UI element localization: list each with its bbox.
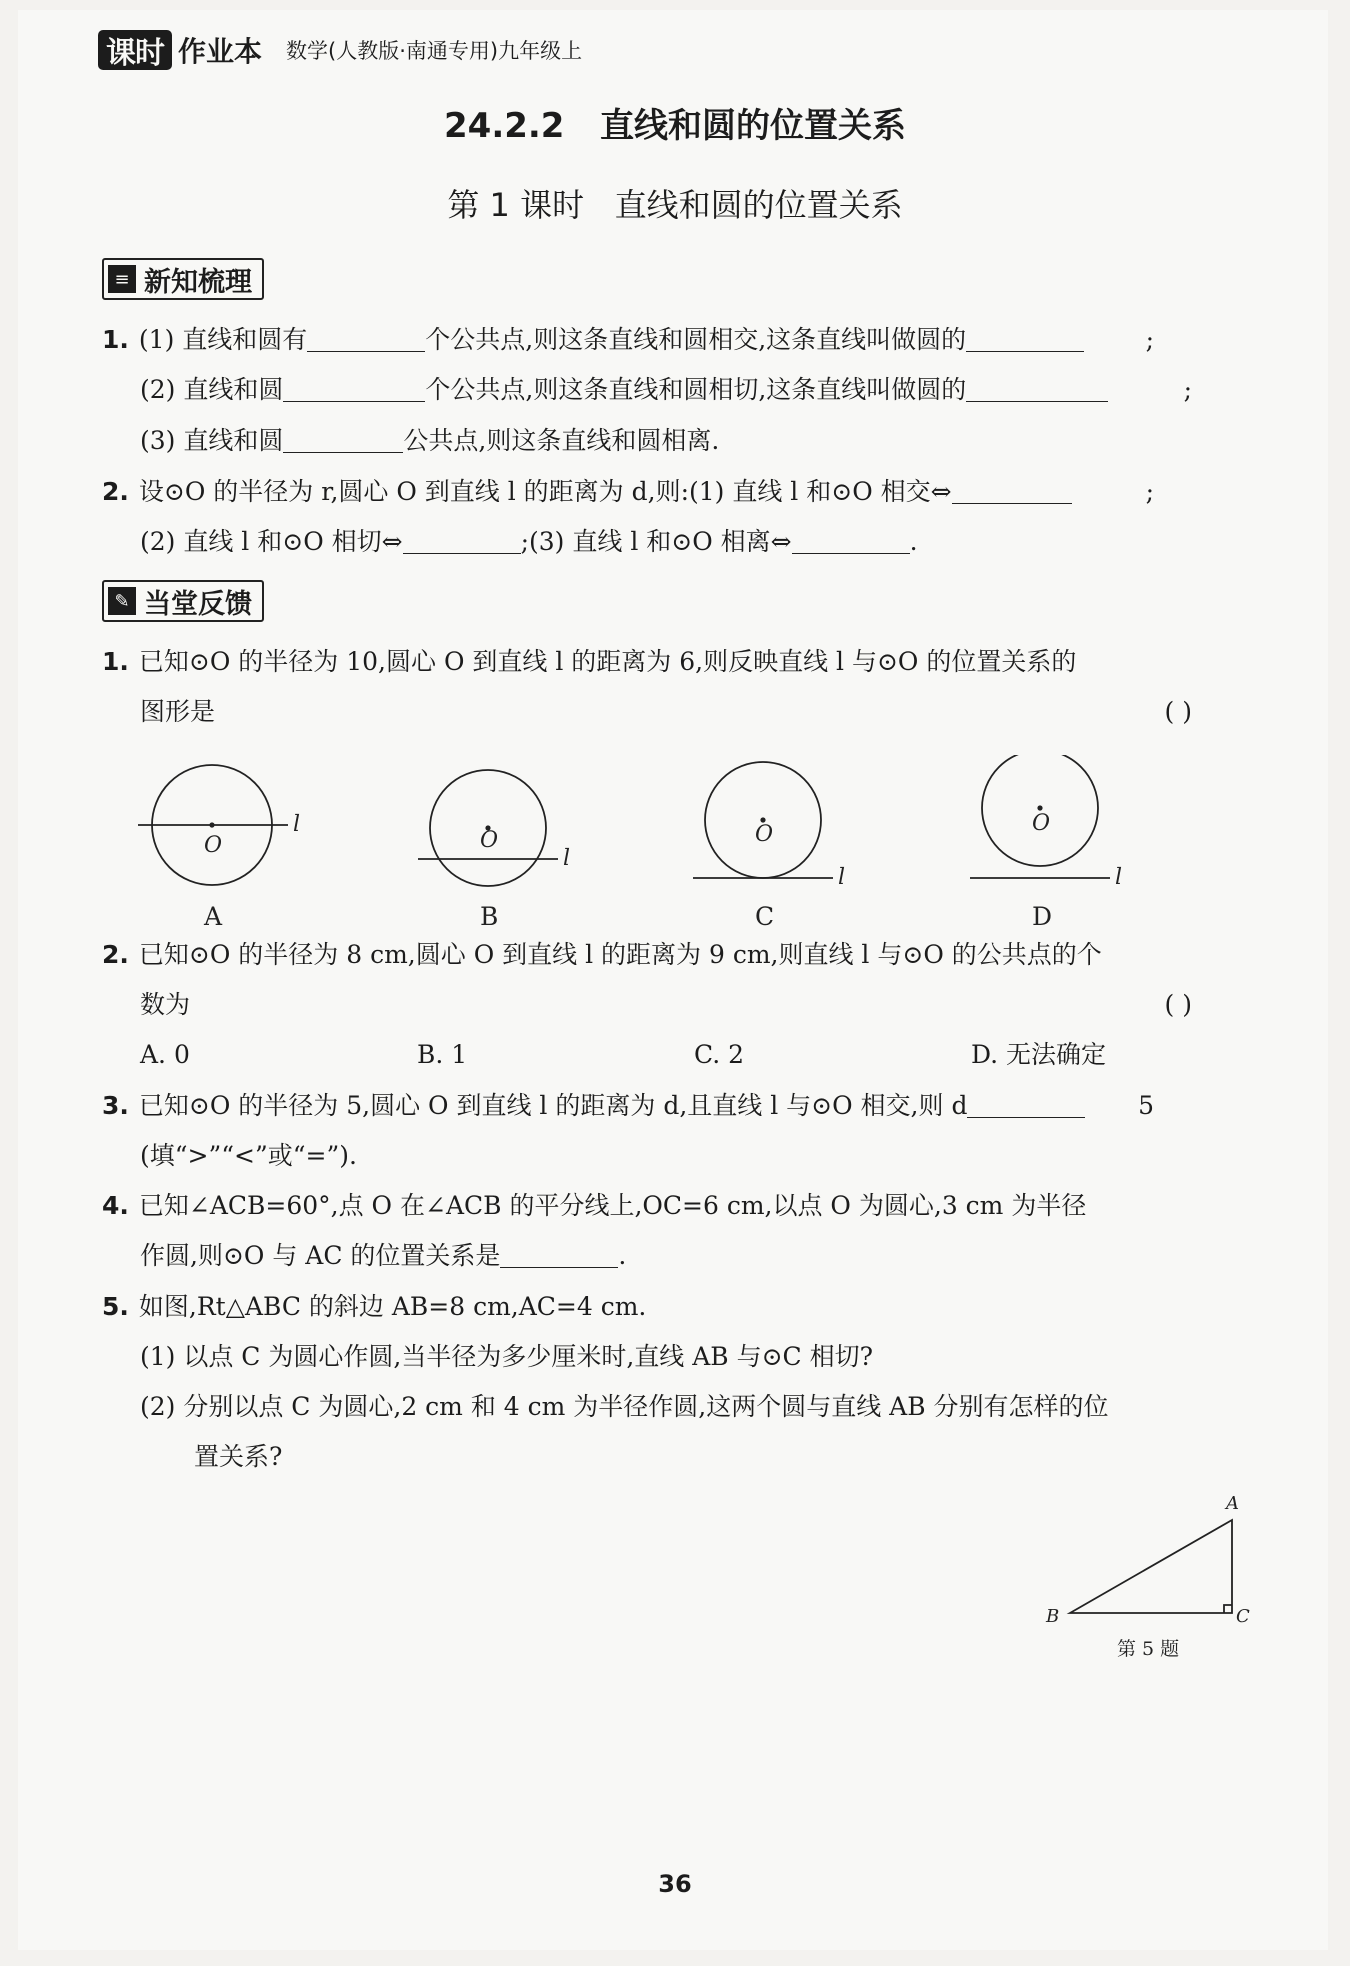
line-label: l (563, 846, 571, 871)
book-subject: 数学(人教版·南通专用)九年级上 (286, 39, 583, 63)
section-label-text: 新知梳理 (144, 266, 252, 298)
question-text: 公共点,则这条直线和圆相离. (403, 426, 720, 455)
line-label: l (838, 865, 846, 890)
punctuation: ; (1183, 375, 1192, 404)
question-text: 图形是 (140, 697, 216, 726)
answer-blank[interactable] (952, 475, 1072, 504)
line-label: l (293, 812, 301, 837)
option-label-d: D (1032, 902, 1053, 931)
question-text: (3) 直线和圆 (140, 426, 284, 455)
option-c[interactable]: C. 2 (694, 1040, 745, 1069)
question-number: 3. (102, 1091, 129, 1120)
option-d[interactable]: D. 无法确定 (971, 1040, 1107, 1069)
answer-blank[interactable] (283, 373, 425, 402)
feedback-q2-b (140, 985, 1290, 1025)
question-text: 已知⊙O 的半径为 10,圆心 O 到直线 l 的距离为 6,则反映直线 l 与⊙O 的位置关系的 (138, 647, 1077, 676)
vertex-label-c: C (1236, 1606, 1250, 1627)
question-text: 置关系? (194, 1442, 283, 1471)
feedback-q1-a (102, 642, 1252, 682)
right-angle-mark (1224, 1605, 1232, 1613)
question-number: 1. (102, 647, 129, 676)
section-label-text: 当堂反馈 (144, 588, 252, 620)
vertex-label-b: B (1046, 1606, 1060, 1627)
q1-figures (130, 755, 1160, 935)
feedback-q2-options (140, 1035, 1290, 1075)
answer-blank[interactable] (792, 525, 910, 554)
question-text: (2) 直线 l 和⊙O 相切⇔ (140, 527, 403, 556)
section-label-review (102, 258, 264, 300)
answer-blank[interactable] (307, 323, 425, 352)
question-text: 5 (1138, 1091, 1154, 1120)
question-number: 4. (102, 1191, 129, 1220)
feedback-q5-b (140, 1337, 1290, 1377)
question-text: 作圆,则⊙O 与 AC 的位置关系是 (140, 1241, 501, 1270)
question-number: 2. (102, 940, 129, 969)
figure-caption: 第 5 题 (1117, 1638, 1180, 1660)
lesson-name: 直线和圆的位置关系 (614, 186, 903, 224)
option-b[interactable]: B. 1 (417, 1040, 468, 1069)
vertex-label-a: A (1226, 1493, 1239, 1514)
answer-blank[interactable] (283, 424, 403, 453)
triangle-abc (1070, 1520, 1232, 1613)
question-text: 设⊙O 的半径为 r,圆心 O 到直线 l 的距离为 d,则:(1) 直线 l 和⊙O 相交⇔ (138, 477, 952, 506)
line-label: l (1115, 865, 1123, 890)
feedback-q4-a (102, 1186, 1252, 1226)
question-text: 已知∠ACB=60°,点 O 在∠ACB 的平分线上,OC=6 cm,以点 O 为圆心,3 cm 为半径 (138, 1191, 1087, 1220)
option-a[interactable]: A. 0 (140, 1040, 190, 1069)
center-dot (209, 822, 214, 827)
section-title (0, 98, 1350, 147)
question-text: (2) 分别以点 C 为圆心,2 cm 和 4 cm 为半径作圆,这两个圆与直线 AB 分别有怎样的位 (140, 1392, 1109, 1421)
answer-parentheses[interactable]: ( ) (1164, 990, 1192, 1019)
question-text: 个公共点,则这条直线和圆相交,这条直线叫做圆的 (425, 325, 967, 354)
feedback-q4-b (140, 1236, 1290, 1276)
question-text: 个公共点,则这条直线和圆相切,这条直线叫做圆的 (425, 375, 967, 404)
center-dot (1037, 805, 1042, 810)
question-text: (1) 以点 C 为圆心作圆,当半径为多少厘米时,直线 AB 与⊙C 相切? (140, 1342, 874, 1371)
feedback-q5-d (194, 1437, 1344, 1477)
page-number: 36 (658, 1870, 692, 1898)
review-q1-a (102, 320, 1252, 360)
lesson-title (0, 180, 1350, 226)
feedback-q5-c (140, 1387, 1290, 1427)
question-text: (2) 直线和圆 (140, 375, 284, 404)
option-label-a: A (204, 902, 223, 931)
center-label: O (204, 833, 223, 858)
book-title: 作业本 (178, 35, 263, 68)
punctuation: . (909, 527, 918, 556)
question-text: 如图,Rt△ABC 的斜边 AB=8 cm,AC=4 cm. (138, 1292, 647, 1321)
answer-blank[interactable] (966, 323, 1084, 352)
feedback-q2-a (102, 935, 1252, 975)
punctuation: ; (1145, 325, 1154, 354)
pencil-icon: ✎ (108, 587, 136, 615)
center-label: O (755, 822, 774, 847)
punctuation: . (618, 1241, 627, 1270)
review-q1-c (140, 421, 1290, 461)
center-label: O (1032, 811, 1051, 836)
review-q1-b (140, 370, 1290, 410)
book-logo: 课时 (98, 30, 172, 70)
feedback-q3-b (140, 1136, 1290, 1176)
question-text: 已知⊙O 的半径为 5,圆心 O 到直线 l 的距离为 d,且直线 l 与⊙O 相交,则 d (138, 1091, 968, 1120)
review-q2-a (102, 472, 1252, 512)
book-icon: ≡ (108, 265, 136, 293)
section-label-feedback (102, 580, 264, 622)
q5-triangle-figure (1030, 1485, 1260, 1665)
question-text: (填“>”“<”或“=”). (140, 1141, 357, 1170)
question-text: 数为 (140, 990, 191, 1019)
feedback-q3-a (102, 1086, 1252, 1126)
option-label-c: C (755, 902, 775, 931)
book-header (98, 28, 582, 72)
lesson-number: 第 1 课时 (447, 186, 585, 224)
center-label: O (480, 828, 499, 853)
answer-parentheses[interactable]: ( ) (1164, 697, 1192, 726)
answer-blank[interactable] (403, 525, 521, 554)
feedback-q1-b (140, 692, 1290, 732)
section-name: 直线和圆的位置关系 (599, 106, 906, 146)
review-q2-b (140, 522, 1290, 562)
feedback-q5-a (102, 1287, 1252, 1327)
option-label-b: B (480, 902, 499, 931)
question-text: (1) 直线和圆有 (138, 325, 308, 354)
question-number: 1. (102, 325, 129, 354)
answer-blank[interactable] (967, 1089, 1085, 1118)
question-text: ;(3) 直线 l 和⊙O 相离⇔ (520, 527, 792, 556)
question-number: 5. (102, 1292, 129, 1321)
question-text: 已知⊙O 的半径为 8 cm,圆心 O 到直线 l 的距离为 9 cm,则直线 l 与⊙O 的公共点的个 (138, 940, 1102, 969)
punctuation: ; (1145, 477, 1154, 506)
question-number: 2. (102, 477, 129, 506)
answer-blank[interactable] (500, 1239, 618, 1268)
answer-blank[interactable] (966, 373, 1108, 402)
section-number: 24.2.2 (444, 106, 565, 146)
